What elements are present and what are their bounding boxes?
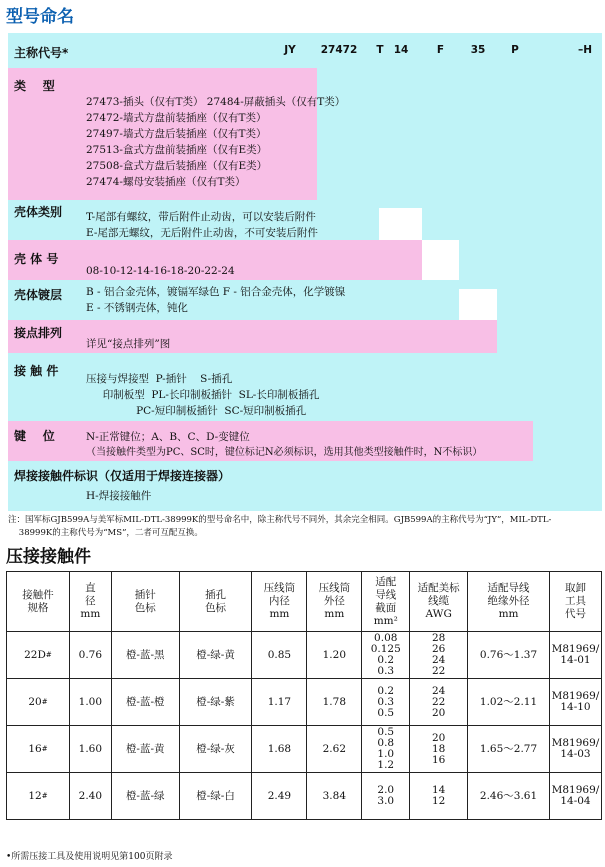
size-mark: # [41,791,48,800]
socket-color: 橙-绿-黄 [179,632,252,679]
column-header: 压线筒 外径 mm [307,572,362,632]
tool-code: M81969/ 14-03 [549,726,601,773]
column-header: 插孔 色标 [179,572,252,632]
barrel-outer: 2.62 [307,726,362,773]
table-row [7,679,602,726]
shell-size-values: 08-10-12-14-16-18-20-22-24 [86,265,235,277]
code-part-arrangement: 35 [470,44,486,56]
barrel-outer: 1.78 [307,679,362,726]
size-mark: # [41,744,48,753]
list-item: 27508-盒式方盘后装插座（仅有E类） [86,160,268,172]
type-list [86,94,345,190]
column-header: 接触件 规格 [7,572,70,632]
column-header: 适配导线 绝缘外径 mm [468,572,550,632]
arrangement-text: 详见“接点排列”图 [86,338,171,350]
column-header: 插针 色标 [111,572,179,632]
list-item: E - 不锈钢壳体，钝化 [86,302,188,314]
list-item: 27474-螺母安装插座（仅有T类） [86,176,246,188]
table-row [7,773,602,820]
code-part-shell-size: 14 [393,44,409,56]
list-item: 27472-墙式方盘前装插座（仅有T类） [86,112,267,124]
section-label-key: 键 位 [14,429,55,443]
plating-list [86,284,345,316]
section-label-shell-class: 壳体类别 [14,205,63,219]
shell-class-list [86,209,318,241]
diameter: 0.76 [69,632,111,679]
wire-section: 2.0 3.0 [362,773,410,820]
contact-size: 22D [24,648,46,661]
awg: 20 18 16 [410,726,468,773]
awg: 28 26 24 22 [410,632,468,679]
note-line: 注：国军标GJB599A与美军标MIL-DTL-38999K的型号命名中，除主称代号不同外，其余完全相同。GJB599A的主称代号为“JY”，MIL-DTL- [8,515,552,525]
table-row [7,632,602,679]
code-part-weld: –H [577,44,593,56]
code-part-plating: F [436,44,445,56]
tool-code: M81969/ 14-10 [549,679,601,726]
naming-note [8,514,602,540]
footnote: •所需压接工具及使用说明见第100页附录 [6,852,173,862]
section-label-weld: 焊接接触件标识（仅适用于焊接连接器） [14,469,231,483]
list-item: 印制板型 PL-长印制板插针 SL-长印制板插孔 [86,389,320,401]
weld-text: H-焊接接触件 [86,490,152,502]
wire-section: 0.5 0.8 1.0 1.2 [362,726,410,773]
contact-list [86,371,319,419]
size-mark: # [45,650,52,659]
main-code-label: 主称代号* [14,46,69,60]
code-part-contact: P [511,44,519,56]
insulation-od: 0.76～1.37 [468,632,550,679]
section-label-type: 类 型 [14,79,55,93]
list-item: （当接触件类型为PC、SC时，键位标记N必须标识，选用其他类型接触件时，N不标识） [86,447,483,458]
wire-section: 0.2 0.3 0.5 [362,679,410,726]
diameter: 1.60 [69,726,111,773]
contact-size: 20 [28,695,42,708]
wire-section: 0.08 0.125 0.2 0.3 [362,632,410,679]
column-header: 压线筒 内径 mm [252,572,307,632]
list-item: 27497-墙式方盘后装插座（仅有T类） [86,128,267,140]
note-line: 38999K的主称代号为“MS”，二者可互配互换。 [8,528,203,538]
size-mark: # [41,697,48,706]
pin-color: 橙-蓝-橙 [111,679,179,726]
table-header-row [7,572,602,632]
crimp-contact-table [6,571,602,820]
barrel-outer: 3.84 [307,773,362,820]
diameter: 1.00 [69,679,111,726]
socket-color: 橙-绿-紫 [179,679,252,726]
insulation-od: 1.02～2.11 [468,679,550,726]
table-row [7,726,602,773]
contact-size: 12 [28,789,42,802]
insulation-od: 2.46～3.61 [468,773,550,820]
socket-color: 橙-绿-灰 [179,726,252,773]
list-item: 压接与焊接型 P-插针 S-插孔 [86,373,233,385]
barrel-outer: 1.20 [307,632,362,679]
column-header: 直 径 mm [69,572,111,632]
pin-color: 橙-蓝-黄 [111,726,179,773]
insulation-od: 1.65～2.77 [468,726,550,773]
tool-code: M81969/ 14-01 [549,632,601,679]
contact-size: 16 [28,742,42,755]
barrel-inner: 1.17 [252,679,307,726]
list-item: T-尾部有螺纹，带后附件止动齿，可以安装后附件 [86,211,316,223]
tool-code: M81969/ 14-04 [549,773,601,820]
list-item: N-正常键位；A、B、C、D-变键位 [86,431,250,443]
barrel-inner: 2.49 [252,773,307,820]
pin-color: 橙-蓝-黑 [111,632,179,679]
key-list [86,429,482,461]
section-label-shell-size: 壳 体 号 [14,252,59,266]
section-label-contact: 接 触 件 [14,364,59,378]
socket-color: 橙-绿-白 [179,773,252,820]
column-header: 适配 导线 截面 mm² [362,572,410,632]
list-item: B - 铝合金壳体，镀镉军绿色 F - 铝合金壳体，化学镀镍 [86,286,346,298]
list-item: 27473-插头（仅有T类） 27484-屏蔽插头（仅有T类） [86,96,346,108]
list-item: PC-短印制板插针 SC-短印制板插孔 [86,405,307,417]
code-part-shell-class: T [376,44,384,56]
section-label-arrangement: 接点排列 [14,326,63,340]
section-label-plating: 壳体镀层 [14,288,63,302]
table-title: 压接接触件 [6,547,91,567]
code-part-type: 27472 [320,44,358,56]
list-item: E-尾部无螺纹，无后附件止动齿，不可安装后附件 [86,227,318,239]
awg: 14 12 [410,773,468,820]
barrel-inner: 0.85 [252,632,307,679]
column-header: 适配美标 线缆 AWG [410,572,468,632]
column-header: 取卸 工具 代号 [549,572,601,632]
diameter: 2.40 [69,773,111,820]
code-part-jy: JY [284,44,296,56]
awg: 24 22 20 [410,679,468,726]
barrel-inner: 1.68 [252,726,307,773]
list-item: 27513-盒式方盘前装插座（仅有E类） [86,144,268,156]
pin-color: 橙-蓝-绿 [111,773,179,820]
page-title: 型号命名 [6,7,74,27]
